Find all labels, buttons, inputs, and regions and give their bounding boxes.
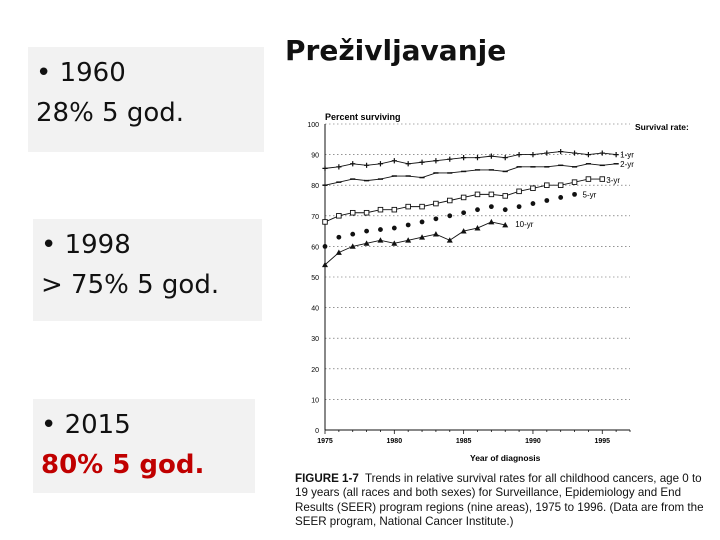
data-point <box>377 237 383 242</box>
data-point <box>517 204 522 209</box>
data-point <box>531 186 536 191</box>
data-point <box>378 207 383 212</box>
y-tick-label: 30 <box>311 336 319 344</box>
stat-year: • 2015 <box>41 410 131 440</box>
series-label: 3-yr <box>606 176 621 186</box>
data-point <box>364 229 369 234</box>
data-point <box>336 250 342 255</box>
data-point <box>545 183 550 188</box>
series-label: 1-yr <box>620 150 634 160</box>
data-point <box>420 204 425 209</box>
data-point <box>558 183 563 188</box>
chart-series <box>322 149 634 267</box>
data-point <box>586 152 591 157</box>
data-point <box>336 235 341 240</box>
data-point <box>406 223 411 228</box>
data-point <box>572 150 577 155</box>
slide-title: Preživljavanje <box>285 34 507 67</box>
data-point <box>544 198 549 203</box>
data-point <box>323 244 328 249</box>
data-point <box>433 231 439 236</box>
data-point <box>447 213 452 218</box>
data-point <box>350 161 355 166</box>
y-tick-label: 0 <box>315 428 319 435</box>
data-point <box>600 150 605 155</box>
data-point <box>364 163 369 168</box>
series-3-yr <box>323 176 621 224</box>
data-point <box>475 225 481 230</box>
data-point <box>447 157 452 162</box>
x-axis-label: Year of diagnosis <box>470 453 541 463</box>
data-point <box>586 177 591 182</box>
y-tick-label: 20 <box>311 366 319 374</box>
series-label: 2-yr <box>620 159 634 169</box>
data-point <box>489 192 494 197</box>
y-tick-label: 50 <box>311 275 319 282</box>
data-point <box>447 198 452 203</box>
y-tick-label: 60 <box>311 244 319 252</box>
data-point <box>461 155 466 160</box>
figure-caption <box>295 472 705 530</box>
stat-year: • 1960 <box>36 58 126 88</box>
data-point <box>337 214 342 219</box>
data-point <box>433 158 438 163</box>
data-point <box>406 161 411 166</box>
series-label: 5-yr <box>582 190 597 200</box>
data-point <box>406 204 411 209</box>
data-point <box>392 226 397 231</box>
y-tick-label: 90 <box>311 152 319 160</box>
chart-ticks <box>307 122 610 445</box>
data-point <box>323 220 328 225</box>
data-point <box>447 237 453 242</box>
data-point <box>488 219 494 224</box>
data-point <box>503 155 508 160</box>
data-point <box>503 207 508 212</box>
data-point <box>530 152 535 157</box>
stat-value: 28% 5 god. <box>36 98 185 129</box>
data-point <box>350 232 355 237</box>
data-point <box>461 210 466 215</box>
data-point <box>544 150 549 155</box>
stat-box-1998 <box>33 219 262 321</box>
stat-value-highlight: 80% 5 god. <box>41 450 205 481</box>
caption-text: Trends in relative survival rates for all childhood cancers, age 0 to 19 years (all races and both sexes) for Surveillance, Epidemiology and End Results (SEER) program regions (nine areas), 1975 to 1996. (Data are from the SEER program, National Cancer Institute.) <box>295 472 704 529</box>
data-point <box>336 164 341 169</box>
stat-box-1960 <box>28 47 264 152</box>
stat-value: > 75% 5 god. <box>41 270 220 301</box>
data-point <box>614 152 619 157</box>
data-point <box>572 180 577 185</box>
data-point <box>489 204 494 209</box>
survival-chart <box>285 100 715 472</box>
data-point <box>392 158 397 163</box>
series-10-yr <box>322 219 534 267</box>
caption-label: FIGURE 1-7 <box>295 472 359 485</box>
series-1-yr <box>322 149 634 171</box>
data-point <box>420 220 425 225</box>
x-tick-label: 1985 <box>455 438 472 445</box>
series-5-yr <box>323 190 597 248</box>
data-point <box>434 201 439 206</box>
data-point <box>558 195 563 200</box>
data-point <box>503 194 508 199</box>
data-point <box>600 177 605 182</box>
data-point <box>572 192 577 197</box>
x-tick-label: 1980 <box>386 438 403 445</box>
data-point <box>350 210 355 215</box>
stat-box-2015 <box>33 399 255 493</box>
data-point <box>378 227 383 232</box>
data-point <box>461 195 466 200</box>
data-point <box>475 155 480 160</box>
y-axis-label: Percent surviving <box>325 112 401 122</box>
data-point <box>475 192 480 197</box>
stat-year: • 1998 <box>41 230 131 260</box>
x-tick-label: 1990 <box>525 438 541 445</box>
y-tick-label: 70 <box>311 213 319 221</box>
data-point <box>364 210 369 215</box>
data-point <box>558 149 563 154</box>
legend-title: Survival rate: <box>635 122 689 132</box>
data-point <box>322 166 327 171</box>
data-point <box>531 201 536 206</box>
y-tick-label: 80 <box>311 183 319 191</box>
x-tick-label: 1975 <box>317 438 333 445</box>
data-point <box>517 189 522 194</box>
x-tick-label: 1995 <box>594 438 611 445</box>
chart-grid <box>325 124 630 399</box>
y-tick-label: 10 <box>311 397 319 405</box>
series-label: 10-yr <box>515 219 534 229</box>
data-point <box>475 207 480 212</box>
y-tick-label: 100 <box>307 122 319 129</box>
data-point <box>378 161 383 166</box>
data-point <box>419 160 424 165</box>
y-tick-label: 40 <box>311 305 319 313</box>
data-point <box>392 207 397 212</box>
data-point <box>516 152 521 157</box>
data-point <box>434 216 439 221</box>
